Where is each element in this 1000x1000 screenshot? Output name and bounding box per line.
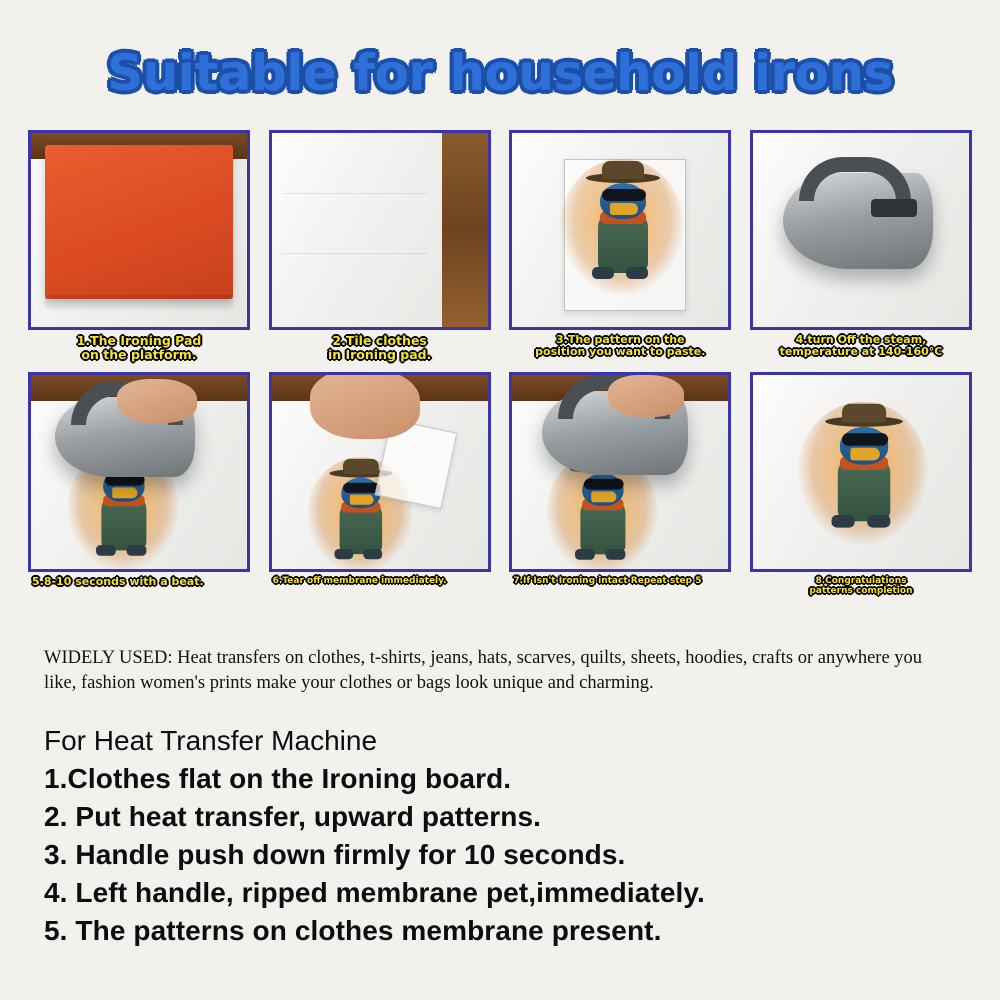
heat-transfer-machine-section	[44, 722, 974, 950]
machine-section-title: For Heat Transfer Machine	[44, 725, 378, 756]
page-title-container	[0, 44, 1000, 102]
step-image-1	[28, 130, 250, 330]
step-card-2	[269, 130, 491, 364]
step-image-6	[269, 372, 491, 572]
step-card-7	[509, 372, 731, 606]
cloth-fold-line-icon	[282, 253, 428, 254]
step-card-4	[750, 130, 972, 364]
step-caption-4-line1: 4.turn Off the steam,	[795, 333, 927, 346]
step-caption-2-line1: 2.Tile clothes	[332, 333, 427, 348]
step-caption-8	[750, 576, 972, 606]
step-card-5	[28, 372, 250, 606]
step-caption-8-line1: 8.Congratulations	[815, 576, 907, 586]
step-caption-1	[28, 334, 250, 364]
step-caption-4	[750, 334, 972, 364]
machine-step-4: 4. Left handle, ripped membrane pet,immediately.	[44, 877, 705, 908]
step-caption-8-line2: patterns completion	[809, 586, 913, 596]
step-caption-1-line2: on the platform.	[81, 347, 197, 362]
step-image-5	[28, 372, 250, 572]
hand-icon	[117, 379, 197, 423]
machine-step-5: 5. The patterns on clothes membrane present.	[44, 915, 662, 946]
step-caption-5-line1: 5.8-10 seconds with a beat.	[32, 575, 204, 588]
widely-used-text: WIDELY USED: Heat transfers on clothes, t-shirts, jeans, hats, scarves, quilts, sheets, hoodies, crafts or anywhere you like, fashion women's prints make your clothes or bags look unique and charming.	[44, 648, 923, 693]
hand-icon	[310, 372, 420, 439]
machine-step-1: 1.Clothes flat on the Ironing board.	[44, 763, 512, 794]
step-image-2	[269, 130, 491, 330]
step-caption-2	[269, 334, 491, 364]
step-caption-4-line2: temperature at 140-160°C	[779, 345, 943, 358]
cloth-fold-line-icon	[282, 193, 428, 194]
pad-shadow-icon	[45, 295, 233, 311]
step-image-4	[750, 130, 972, 330]
hand-icon	[608, 375, 684, 417]
step-caption-6	[269, 576, 491, 606]
duck-pattern-icon	[574, 167, 670, 287]
duck-pattern-icon	[559, 459, 645, 567]
wood-table-edge-icon	[442, 133, 488, 327]
machine-step-2: 2. Put heat transfer, upward patterns.	[44, 801, 542, 832]
duck-pattern-icon	[813, 410, 914, 536]
step-card-3	[509, 130, 731, 364]
step-caption-1-line1: 1.The Ironing Pad	[76, 333, 202, 348]
step-caption-7-line1: 7.If Isn't Ironing intact Repeat step 5	[513, 576, 702, 586]
step-caption-3	[509, 334, 731, 364]
step-image-3	[509, 130, 731, 330]
step-card-1	[28, 130, 250, 364]
page-title: Suitable for household irons	[107, 44, 893, 102]
step-card-8	[750, 372, 972, 606]
steps-row-top	[28, 130, 972, 364]
step-card-6	[269, 372, 491, 606]
step-caption-3-line2: position you want to paste.	[535, 345, 706, 358]
step-image-7	[509, 372, 731, 572]
step-caption-5	[28, 576, 250, 606]
step-caption-2-line2: in Ironing pad.	[327, 347, 432, 362]
steps-grid	[28, 130, 972, 614]
machine-step-3: 3. Handle push down firmly for 10 seconds.	[44, 839, 626, 870]
step-caption-3-line1: 3.The pattern on the	[556, 333, 685, 346]
ironing-pad-icon	[45, 145, 233, 299]
iron-icon	[783, 173, 933, 269]
steps-row-bottom	[28, 372, 972, 606]
step-caption-6-line1: 6.Tear off membrane immediately.	[272, 576, 447, 586]
step-image-8	[750, 372, 972, 572]
step-caption-7	[509, 576, 731, 606]
